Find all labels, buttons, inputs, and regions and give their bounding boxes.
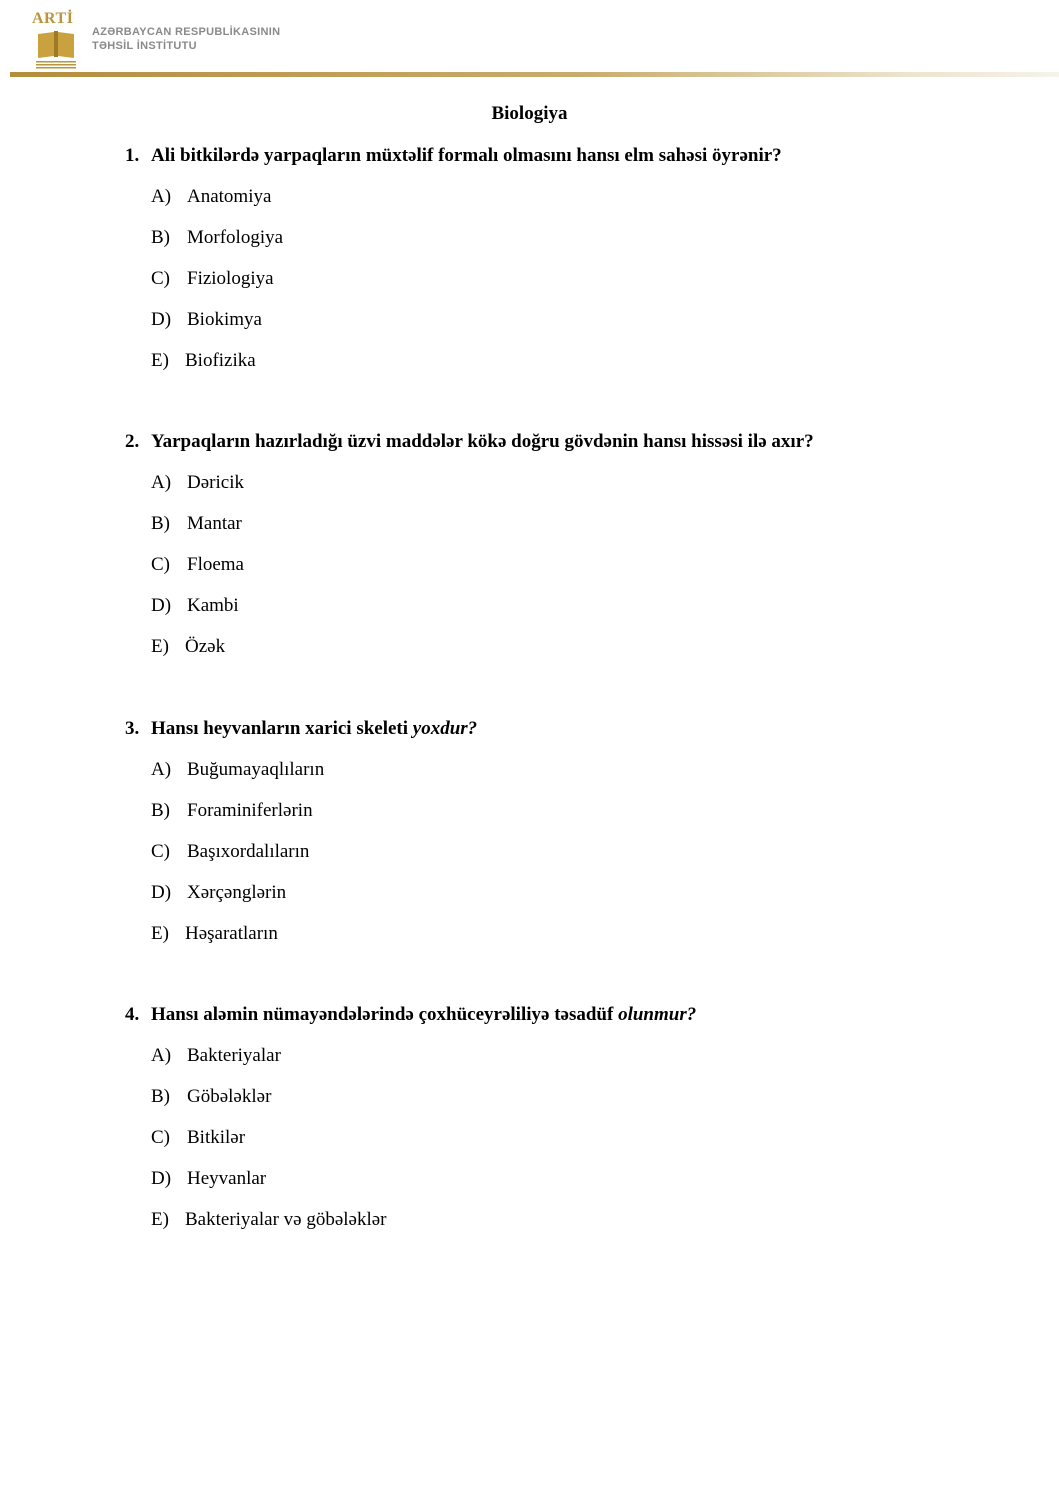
option-letter: D) bbox=[151, 882, 172, 903]
option-d[interactable] bbox=[151, 1168, 266, 1190]
option-letter: D) bbox=[151, 309, 172, 330]
question-number: 2. bbox=[125, 431, 140, 452]
question-number: 1. bbox=[125, 145, 140, 166]
option-letter: D) bbox=[151, 1168, 172, 1189]
question-number: 3. bbox=[125, 718, 140, 739]
question-2 bbox=[125, 431, 814, 453]
option-text: Dəricik bbox=[187, 472, 244, 493]
option-letter: B) bbox=[151, 227, 170, 248]
option-text: Biokimya bbox=[187, 309, 262, 330]
institute-name-line1: AZƏRBAYCAN RESPUBLİKASININ bbox=[92, 26, 281, 38]
option-a[interactable] bbox=[151, 1045, 281, 1067]
option-d[interactable] bbox=[151, 595, 239, 617]
option-a[interactable] bbox=[151, 472, 244, 494]
option-c[interactable] bbox=[151, 554, 244, 576]
option-letter: A) bbox=[151, 472, 172, 493]
institute-name-line2: TƏHSİL İNSTİTUTU bbox=[92, 40, 197, 52]
option-text: Floema bbox=[187, 554, 244, 575]
header-divider bbox=[10, 72, 1059, 77]
option-b[interactable] bbox=[151, 1086, 271, 1108]
option-d[interactable] bbox=[151, 882, 286, 904]
option-letter: B) bbox=[151, 800, 170, 821]
question-text: Hansı heyvanların xarici skeleti bbox=[151, 718, 413, 739]
option-text: Foraminiferlərin bbox=[187, 800, 313, 821]
option-letter: B) bbox=[151, 513, 170, 534]
option-text: Özək bbox=[185, 636, 226, 657]
option-letter: D) bbox=[151, 595, 172, 616]
option-letter: C) bbox=[151, 268, 170, 289]
option-c[interactable] bbox=[151, 268, 274, 290]
option-e[interactable] bbox=[151, 1209, 387, 1231]
question-emphasis: olunmur? bbox=[618, 1004, 697, 1025]
option-c[interactable] bbox=[151, 1127, 245, 1149]
option-a[interactable] bbox=[151, 759, 324, 781]
option-letter: A) bbox=[151, 759, 172, 780]
option-text: Morfologiya bbox=[187, 227, 284, 248]
option-text: Heyvanlar bbox=[187, 1168, 267, 1189]
question-4 bbox=[125, 1004, 696, 1026]
option-text: Həşaratların bbox=[185, 923, 278, 944]
question-text: Yarpaqların hazırladığı üzvi maddələr kökə doğru gövdənin hansı hissəsi ilə axır? bbox=[151, 431, 814, 452]
open-book-icon bbox=[34, 28, 78, 70]
option-b[interactable] bbox=[151, 227, 283, 249]
subject-title: Biologiya bbox=[491, 103, 568, 124]
option-letter: C) bbox=[151, 1127, 170, 1148]
option-b[interactable] bbox=[151, 800, 313, 822]
option-text: Mantar bbox=[187, 513, 242, 534]
option-letter: B) bbox=[151, 1086, 170, 1107]
option-letter: E) bbox=[151, 1209, 169, 1230]
page-header bbox=[0, 0, 1059, 80]
option-e[interactable] bbox=[151, 350, 256, 372]
option-text: Buğumayaqlıların bbox=[187, 759, 325, 780]
question-3 bbox=[125, 718, 477, 740]
option-text: Fiziologiya bbox=[187, 268, 274, 289]
option-b[interactable] bbox=[151, 513, 242, 535]
option-c[interactable] bbox=[151, 841, 309, 863]
option-text: Başıxordalıların bbox=[187, 841, 310, 862]
question-number: 4. bbox=[125, 1004, 140, 1025]
question-1 bbox=[125, 145, 782, 167]
option-letter: A) bbox=[151, 1045, 172, 1066]
option-a[interactable] bbox=[151, 186, 271, 208]
institute-name bbox=[92, 25, 280, 53]
arti-logo bbox=[22, 10, 92, 72]
question-emphasis: yoxdur? bbox=[412, 718, 478, 739]
question-text: Ali bitkilərdə yarpaqların müxtəlif formalı olmasını hansı elm sahəsi öyrənir? bbox=[151, 145, 782, 166]
option-text: Anatomiya bbox=[187, 186, 272, 207]
option-letter: C) bbox=[151, 841, 170, 862]
option-d[interactable] bbox=[151, 309, 262, 331]
option-letter: A) bbox=[151, 186, 172, 207]
option-text: Bakteriyalar bbox=[187, 1045, 281, 1066]
option-text: Xərçənglərin bbox=[187, 882, 287, 903]
option-text: Göbələklər bbox=[187, 1086, 272, 1107]
logo-text: ARTİ bbox=[32, 10, 74, 27]
option-letter: E) bbox=[151, 350, 169, 371]
option-text: Bitkilər bbox=[187, 1127, 246, 1148]
option-letter: E) bbox=[151, 923, 169, 944]
option-text: Biofizika bbox=[185, 350, 256, 371]
option-text: Bakteriyalar və göbələklər bbox=[185, 1209, 387, 1230]
option-e[interactable] bbox=[151, 923, 278, 945]
option-letter: C) bbox=[151, 554, 170, 575]
option-letter: E) bbox=[151, 636, 169, 657]
option-text: Kambi bbox=[187, 595, 239, 616]
option-e[interactable] bbox=[151, 636, 225, 658]
question-text: Hansı aləmin nümayəndələrində çoxhüceyrəliliyə təsadüf bbox=[151, 1004, 619, 1025]
